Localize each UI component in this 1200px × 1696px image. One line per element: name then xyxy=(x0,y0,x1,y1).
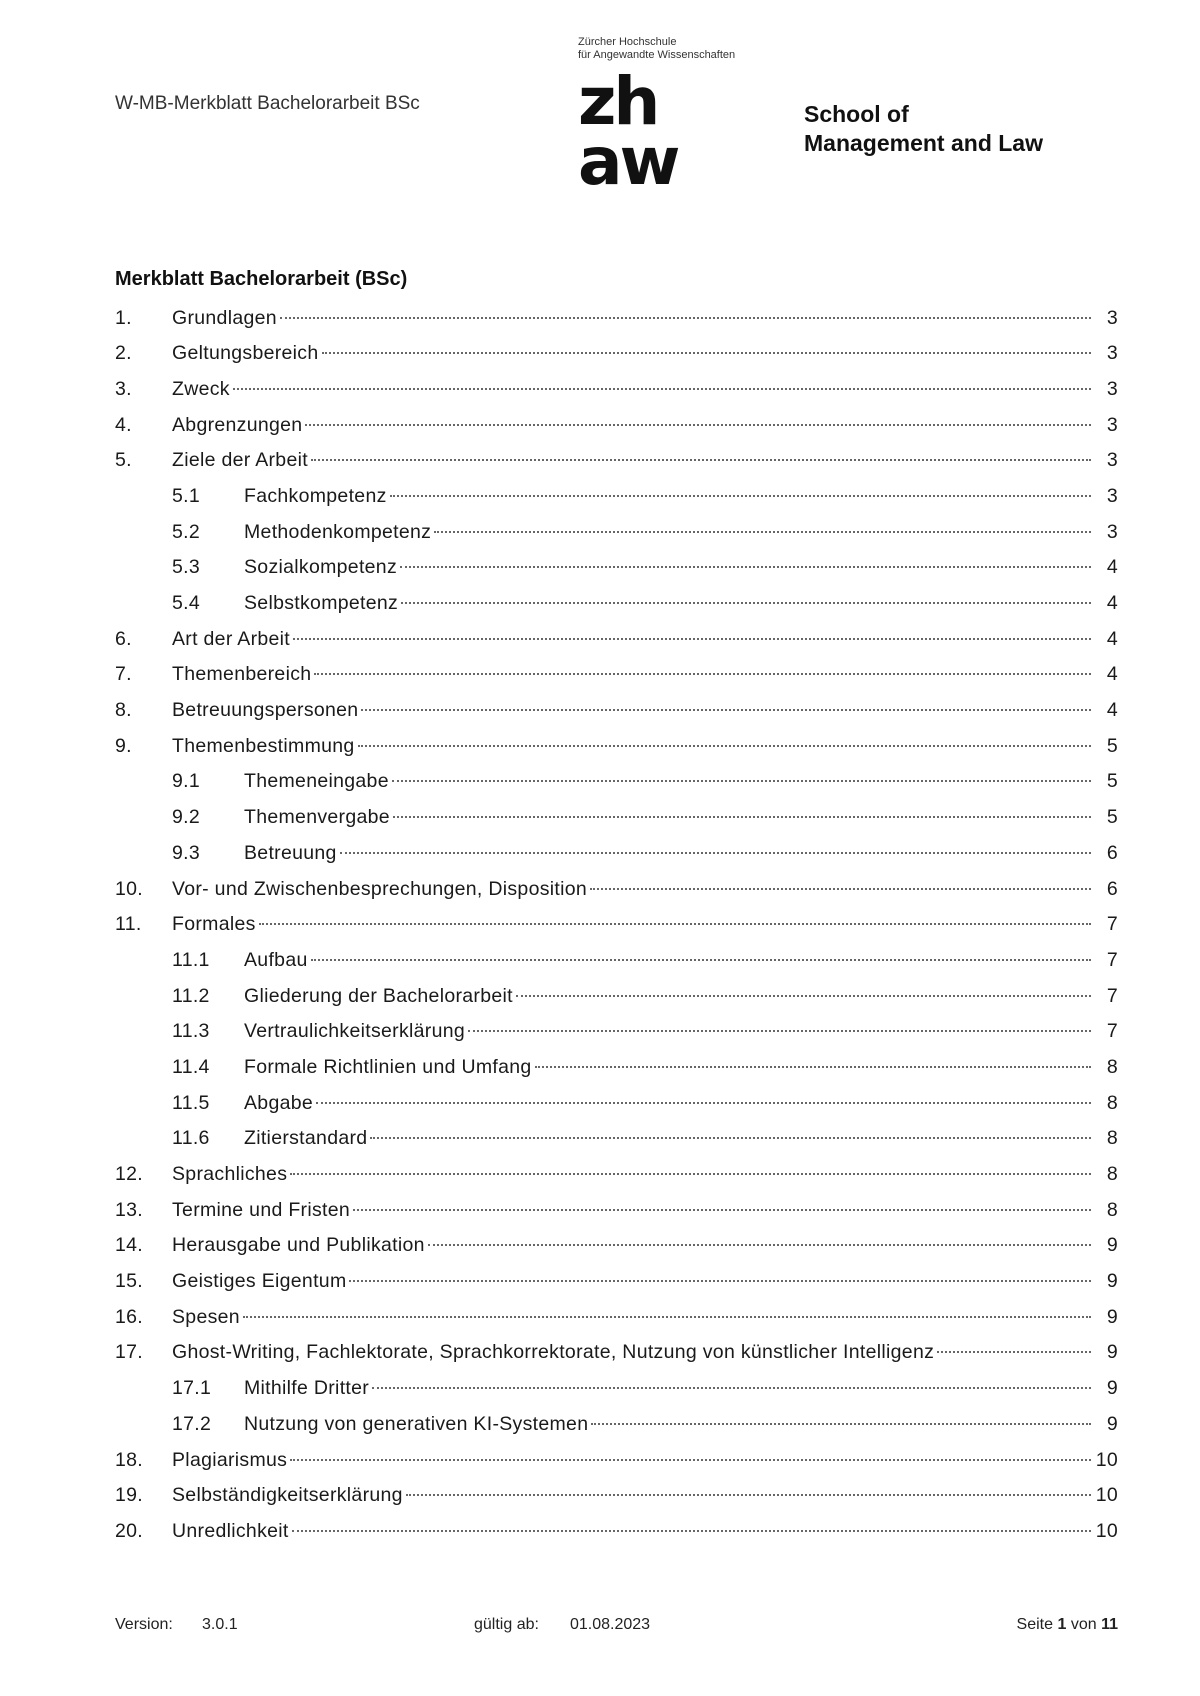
toc-dot-leader xyxy=(290,1154,1091,1176)
toc-dot-leader xyxy=(349,1261,1091,1283)
toc-dot-leader xyxy=(372,1368,1091,1390)
toc-entry-label: Betreuungspersonen xyxy=(172,699,359,722)
toc-entry-label: Fachkompetenz xyxy=(244,484,387,507)
toc-dot-leader xyxy=(233,368,1091,390)
toc-entry-label: Mithilfe Dritter xyxy=(244,1377,370,1400)
toc-entry-label: Formales xyxy=(172,913,256,936)
toc-entry-number: 3. xyxy=(115,377,132,400)
toc-dot-leader xyxy=(400,547,1091,569)
toc-entry-page: 10 xyxy=(1095,1519,1118,1542)
toc-entry-label: Unredlichkeit xyxy=(172,1519,289,1542)
toc-entry-page: 5 xyxy=(1106,734,1118,757)
page-of: von xyxy=(1070,1616,1097,1633)
toc-entry-number: 10. xyxy=(115,877,144,900)
toc-title: Merkblatt Bachelorarbeit (BSc) xyxy=(115,268,408,290)
logo-subtitle-line1: Zürcher Hochschule xyxy=(578,36,677,48)
toc-dot-leader xyxy=(243,1296,1091,1318)
toc-entry-page: 3 xyxy=(1106,342,1118,365)
toc-entry-number: 15. xyxy=(115,1270,144,1293)
toc-entry-number: 18. xyxy=(115,1448,144,1471)
toc-entry-number: 17. xyxy=(115,1341,144,1364)
toc-entry-page: 4 xyxy=(1106,556,1118,579)
toc-entry-label: Sozialkompetenz xyxy=(244,556,397,579)
toc-entry-page: 6 xyxy=(1106,877,1118,900)
logo-subtitle-line2: für Angewandte Wissenschaften xyxy=(578,49,736,61)
toc-entry-label: Themenbestimmung xyxy=(172,734,355,757)
toc-entry-label: Abgabe xyxy=(244,1091,314,1114)
toc-entry-page: 5 xyxy=(1106,770,1118,793)
toc-entry-label: Herausgabe und Publikation xyxy=(172,1234,425,1257)
toc-entry-page: 8 xyxy=(1106,1163,1118,1185)
toc-entry[interactable] xyxy=(115,1515,1118,1551)
toc-dot-leader xyxy=(322,333,1091,355)
toc-entry-number: 9.3 xyxy=(172,841,201,864)
version-label: Version: xyxy=(115,1616,173,1633)
toc-dot-leader xyxy=(370,1118,1091,1140)
toc-entry-page: 3 xyxy=(1106,377,1118,400)
toc-dot-leader xyxy=(591,1403,1091,1425)
toc-entry-number: 16. xyxy=(115,1305,144,1328)
toc-entry-page: 7 xyxy=(1106,984,1118,1007)
toc-entry-label: Zweck xyxy=(172,377,230,400)
toc-entry-number: 11. xyxy=(115,913,142,936)
toc-entry-number: 8. xyxy=(115,699,132,722)
toc-entry-page: 4 xyxy=(1106,663,1118,686)
toc-entry-page: 7 xyxy=(1106,1020,1118,1043)
school-line1: School of xyxy=(804,101,909,127)
toc-entry-label: Abgrenzungen xyxy=(172,413,303,436)
toc-dot-leader xyxy=(937,1332,1091,1354)
toc-dot-leader xyxy=(468,1011,1091,1033)
toc-dot-leader xyxy=(316,1082,1091,1104)
toc-dot-leader xyxy=(305,404,1091,426)
toc-entry-number: 5.2 xyxy=(172,520,201,543)
toc-entry-label: Spesen xyxy=(172,1305,240,1328)
toc-entry-label: Ziele der Arbeit xyxy=(172,449,308,472)
toc-dot-leader xyxy=(428,1225,1091,1247)
toc-entry-number: 14. xyxy=(115,1234,144,1257)
logo-word-top: zh xyxy=(578,63,658,140)
toc-dot-leader xyxy=(280,297,1091,319)
toc-entry-number: 9.2 xyxy=(172,806,201,829)
toc-dot-leader xyxy=(516,975,1091,997)
toc-entry-number: 1. xyxy=(115,306,132,329)
zhaw-logo xyxy=(578,36,798,200)
toc-dot-leader xyxy=(535,1046,1091,1068)
toc-dot-leader xyxy=(590,868,1091,890)
toc-entry-number: 6. xyxy=(115,627,132,650)
toc-entry-number: 5.1 xyxy=(172,484,201,507)
toc-entry-label: Ghost-Writing, Fachlektorate, Sprachkorrektorate, Nutzung von künstlicher Intelligenz xyxy=(172,1341,935,1364)
page-number xyxy=(1017,1616,1118,1634)
toc-entry-page: 9 xyxy=(1106,1305,1118,1328)
toc-entry-label: Betreuung xyxy=(244,841,337,864)
toc-entry-number: 11.3 xyxy=(172,1020,210,1043)
toc-entry-label: Themenbereich xyxy=(172,663,312,686)
toc-entry-label: Plagiarismus xyxy=(172,1448,288,1471)
toc-entry-number: 5.3 xyxy=(172,556,201,579)
toc-entry-number: 2. xyxy=(115,342,132,365)
toc-entry-page: 3 xyxy=(1106,520,1118,543)
toc-entry-page: 7 xyxy=(1106,948,1118,971)
school-name xyxy=(804,100,1043,158)
toc-entry-page: 7 xyxy=(1106,913,1118,936)
toc-entry-page: 9 xyxy=(1106,1412,1118,1435)
toc-entry-label: Geltungsbereich xyxy=(172,342,319,365)
version-value: 3.0.1 xyxy=(202,1616,238,1633)
toc-entry-label: Grundlagen xyxy=(172,306,277,329)
toc-entry-number: 17.2 xyxy=(172,1412,212,1435)
toc-entry-number: 5. xyxy=(115,449,132,472)
toc-dot-leader xyxy=(406,1475,1091,1497)
toc-entry-page: 3 xyxy=(1106,306,1118,329)
toc-entry-number: 17.1 xyxy=(172,1377,212,1400)
toc-entry-page: 8 xyxy=(1106,1127,1118,1150)
toc-dot-leader xyxy=(311,440,1091,462)
toc-entry-label: Nutzung von generativen KI-Systemen xyxy=(244,1412,589,1435)
toc-entry-label: Aufbau xyxy=(244,948,308,971)
toc-entry-label: Termine und Fristen xyxy=(172,1198,351,1221)
toc-dot-leader xyxy=(401,583,1091,605)
toc-entry-page: 3 xyxy=(1106,413,1118,436)
page-total: 11 xyxy=(1101,1616,1118,1633)
toc-dot-leader xyxy=(311,939,1091,961)
toc-entry-number: 11.1 xyxy=(172,948,210,971)
toc-entry-label: Art der Arbeit xyxy=(172,627,291,650)
toc-dot-leader xyxy=(361,690,1091,712)
valid-from-label: gültig ab: xyxy=(474,1616,539,1633)
school-line2: Management and Law xyxy=(804,130,1043,156)
toc-entry-label: Methodenkompetenz xyxy=(244,520,432,543)
toc-entry-page: 9 xyxy=(1106,1341,1118,1364)
toc-entry-label: Zitierstandard xyxy=(244,1127,368,1150)
toc-entry-label: Sprachliches xyxy=(172,1163,288,1185)
toc-entry-page: 10 xyxy=(1095,1448,1118,1471)
toc-entry-number: 7. xyxy=(115,663,132,686)
toc-dot-leader xyxy=(259,904,1091,926)
toc-entry-number: 11.5 xyxy=(172,1091,210,1114)
toc-entry-label: Formale Richtlinien und Umfang xyxy=(244,1055,532,1078)
toc-entry-label: Vor- und Zwischenbesprechungen, Disposition xyxy=(172,877,588,900)
toc-entry-number: 20. xyxy=(115,1519,144,1542)
toc-entry-number: 11.6 xyxy=(172,1127,210,1150)
toc-entry-number: 11.4 xyxy=(172,1055,210,1078)
toc-dot-leader xyxy=(292,1510,1091,1532)
toc-entry-page: 9 xyxy=(1106,1377,1118,1400)
toc-dot-leader xyxy=(340,832,1091,854)
toc-entry-number: 19. xyxy=(115,1484,144,1507)
valid-from-value: 01.08.2023 xyxy=(570,1616,651,1633)
toc-dot-leader xyxy=(390,475,1091,497)
toc-entry-page: 10 xyxy=(1095,1484,1118,1507)
toc-dot-leader xyxy=(434,511,1091,533)
toc-entry-label: Gliederung der Bachelorarbeit xyxy=(244,984,513,1007)
toc-entry-label: Themeneingabe xyxy=(244,770,389,793)
toc-dot-leader xyxy=(314,654,1091,676)
toc-entry-page: 3 xyxy=(1106,449,1118,472)
toc-entry-label: Selbständigkeitserklärung xyxy=(172,1484,403,1507)
toc-entry-page: 8 xyxy=(1106,1198,1118,1221)
toc-dot-leader xyxy=(358,725,1091,747)
page-word: Seite xyxy=(1016,1616,1054,1633)
table-of-contents xyxy=(115,302,1118,1551)
toc-entry-number: 12. xyxy=(115,1163,144,1185)
document-code: W-MB-Merkblatt Bachelorarbeit BSc xyxy=(115,93,420,114)
toc-entry-page: 8 xyxy=(1106,1055,1118,1078)
toc-entry-label: Selbstkompetenz xyxy=(244,592,399,614)
logo-word-bottom: aw xyxy=(578,123,678,200)
toc-entry-page: 9 xyxy=(1106,1270,1118,1293)
toc-entry-page: 3 xyxy=(1106,484,1118,507)
toc-entry-label: Vertraulichkeitserklärung xyxy=(244,1020,466,1043)
toc-entry-page: 6 xyxy=(1106,841,1118,864)
toc-entry-number: 9.1 xyxy=(172,770,201,793)
toc-dot-leader xyxy=(392,761,1091,783)
toc-entry-page: 9 xyxy=(1106,1234,1118,1257)
toc-entry-label: Geistiges Eigentum xyxy=(172,1270,347,1293)
page-current: 1 xyxy=(1057,1616,1067,1633)
toc-entry-number: 5.4 xyxy=(172,592,201,614)
toc-entry-page: 4 xyxy=(1106,627,1118,650)
toc-entry-page: 4 xyxy=(1106,699,1118,722)
toc-dot-leader xyxy=(293,618,1091,640)
toc-entry-page: 4 xyxy=(1106,592,1118,614)
toc-dot-leader xyxy=(290,1439,1091,1461)
toc-entry-number: 13. xyxy=(115,1198,144,1221)
toc-entry-number: 9. xyxy=(115,734,132,757)
toc-dot-leader xyxy=(393,797,1091,819)
toc-entry-page: 8 xyxy=(1106,1091,1118,1114)
toc-entry-label: Themenvergabe xyxy=(244,806,390,829)
toc-entry-number: 4. xyxy=(115,413,132,436)
toc-entry-page: 5 xyxy=(1106,806,1118,829)
toc-dot-leader xyxy=(353,1189,1091,1211)
toc-entry-number: 11.2 xyxy=(172,984,210,1007)
